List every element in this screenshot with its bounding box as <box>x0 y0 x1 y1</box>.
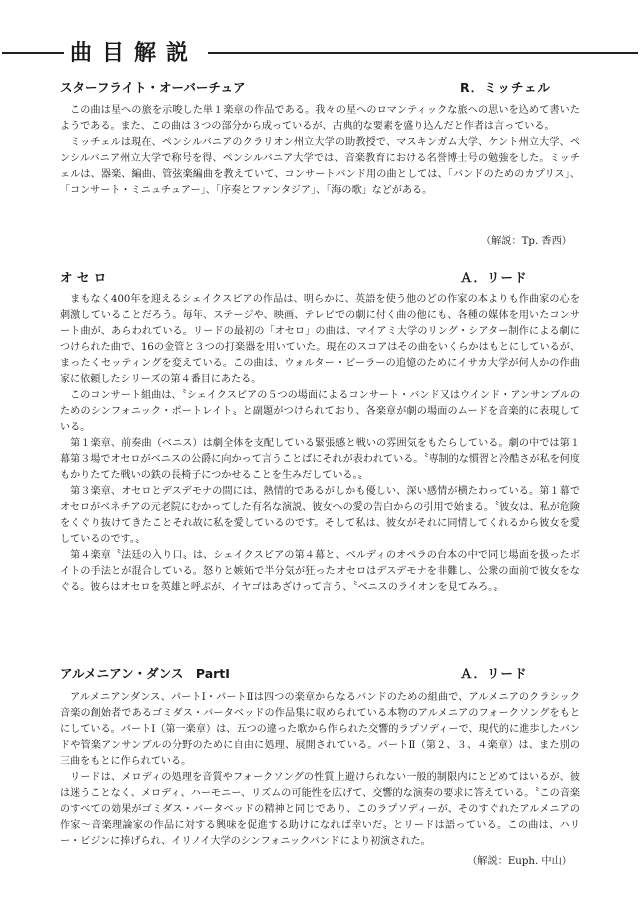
piece-composer: Ａ．リード <box>460 666 528 681</box>
piece-header-othello <box>60 268 578 290</box>
page-header <box>0 34 640 70</box>
paragraph: 第３楽章、オセロとデスデモナの間には、熱情的であるがしかも優しい、深い感情が横たわっている。第１幕でオセロがベネチアの元老院にむかってした有名な演説、彼女への愛の告白からの引用で始まる。〝彼女は、私が危険をくぐり抜けてきたことそれ故に私を愛しているのです。そして私は、彼女がそれに同情してくれるから彼女を愛しているのです。〟 <box>60 486 580 545</box>
paragraph: ミッチェルは現在、ペンシルバニアのクラリオン州立大学の助教授で、マスキンガム大学、ケント州立大学、ペンシルバニア州立大学で称号を得、ペンシルバニア大学では、音楽教育における名誉博士号の勉強をした。ミッチェルは、器楽、編曲、管弦楽編曲を教えていて、コンサートバンド用の曲としては、「バンドのためのカプリス」、「コンサート・ミニュチュアー」、「序奏とファンタジア」、「海の歌」などがある。 <box>60 137 580 196</box>
piece-composer: R．ミッチェル <box>460 80 552 95</box>
commentary-credit: （解説：Euph. 中山） <box>467 856 572 867</box>
piece-title: スターフライト・オーバーチュア <box>60 80 246 95</box>
piece-title: オ セ ロ <box>60 270 107 285</box>
paragraph: まもなく400年を迎えるシェイクスピアの作品は、明らかに、英語を使う他のどの作家の本よりも作曲家の心を刺激していることだろう。毎年、ステージや、映画、テレビでの劇に付く曲の他にも、各種の媒体を用いたコンサート曲が、あらわれている。リードの最初の「オセロ」の曲は、マイアミ大学のリング・シアター制作による劇につけられた曲で、16の金管と３つの打楽器を用いていた。現在のスコアはその曲をいくらかはもとにしているが、まったくセッティングを変えている。この曲は、ウォルター・ビーラーの追憶のためにイサカ大学が何人かの作曲家に依頼したシリーズの第４番目にあたる。 <box>60 294 580 385</box>
commentary-credit: （解説：Tp. 香西） <box>480 236 572 247</box>
paragraph: アルメニアンダンス、パートⅠ・パートⅡは四つの楽章からなるバンドのための組曲で、アルメニアのクラシック音楽の創始者であるゴミダス・バータベッドの作品集に収められている本物のアルメニアのフォークソングをもとにしている。パートⅠ（第一楽章）は、五つの違った歌から作られた交響的ラプソディーで、現代的に進歩したバンドや管楽アンサンブルの分野のために自由に処理、展開されている。パートⅡ（第２、３、４楽章）は、また別の三曲をもとに作られている。 <box>60 692 580 767</box>
piece-description-othello <box>60 292 580 596</box>
paragraph: このコンサート組曲は、〝シェイクスピアの５つの場面によるコンサート・バンド又はウインド・アンサンブルのためのシンフォニック・ポートレイト〟と副題がつけられており、各楽章が劇の場面のムードを音楽的に表現している。 <box>60 390 580 433</box>
piece-header-armenian-dances <box>60 664 578 686</box>
piece-description-starflight <box>60 103 580 199</box>
paragraph: 第４楽章〝法廷の入り口〟は、シェイクスピアの第４幕と、ベルディのオペラの台本の中で同じ場面を扱ったボイトの手法とが混合している。怒りと嫉妬で半分気が狂ったオセロはデスデモナを非難し、公衆の面前で彼女をなぐる。彼らはオセロを英雄と呼ぶが、イヤゴはあざけって言う、〝ベニスのライオンを見てみろ。〟 <box>60 550 580 593</box>
piece-header-starflight <box>60 78 578 100</box>
header-rule-right <box>208 52 638 54</box>
header-rule-left <box>2 52 64 54</box>
paragraph: この曲は星への旅を示唆した単１楽章の作品である。我々の星へのロマンティックな旅への思いを込めて書いたようである。また、この曲は３つの部分から成っているが、古典的な要素を盛り込んだと作者は言っている。 <box>60 105 580 132</box>
piece-description-armenian-dances <box>60 690 580 850</box>
paragraph: リードは、メロディの処理を音質やフォークソングの性質上避けられない一般的制限内にとどめてはいるが、彼は迷うことなく、メロディ、ハーモニー、リズムの可能性を広げて、交響的な演奏の要求に答えている。〝この音楽のすべての効果がゴミダス・バータベッドの精神と同じであり、このラプソディーが、そのすぐれたアルメニアの作家～音楽理論家の作品に対する興味を促進する助けになれば幸いだ〟とリードは語っている。この曲は、ハリー・ビジンに捧げられ、イリノイ大学のシンフォニックバンドにより初演された。 <box>60 772 580 847</box>
page-title: 曲目解説 <box>70 41 199 66</box>
paragraph: 第１楽章、前奏曲（ベニス）は劇全体を支配している緊張感と戦いの雰囲気をもたらしている。劇の中では第１幕第３場でオセロがベニスの公爵に向かって言うことばにそれが表われている。〝専制的な慣習と冷酷さが私を何度もかりたてた戦いの鉄の長椅子につかせることを生みだしている。〟 <box>60 438 580 481</box>
piece-composer: Ａ．リード <box>460 270 528 285</box>
piece-title: アルメニアン・ダンス PartⅠ <box>60 666 230 681</box>
